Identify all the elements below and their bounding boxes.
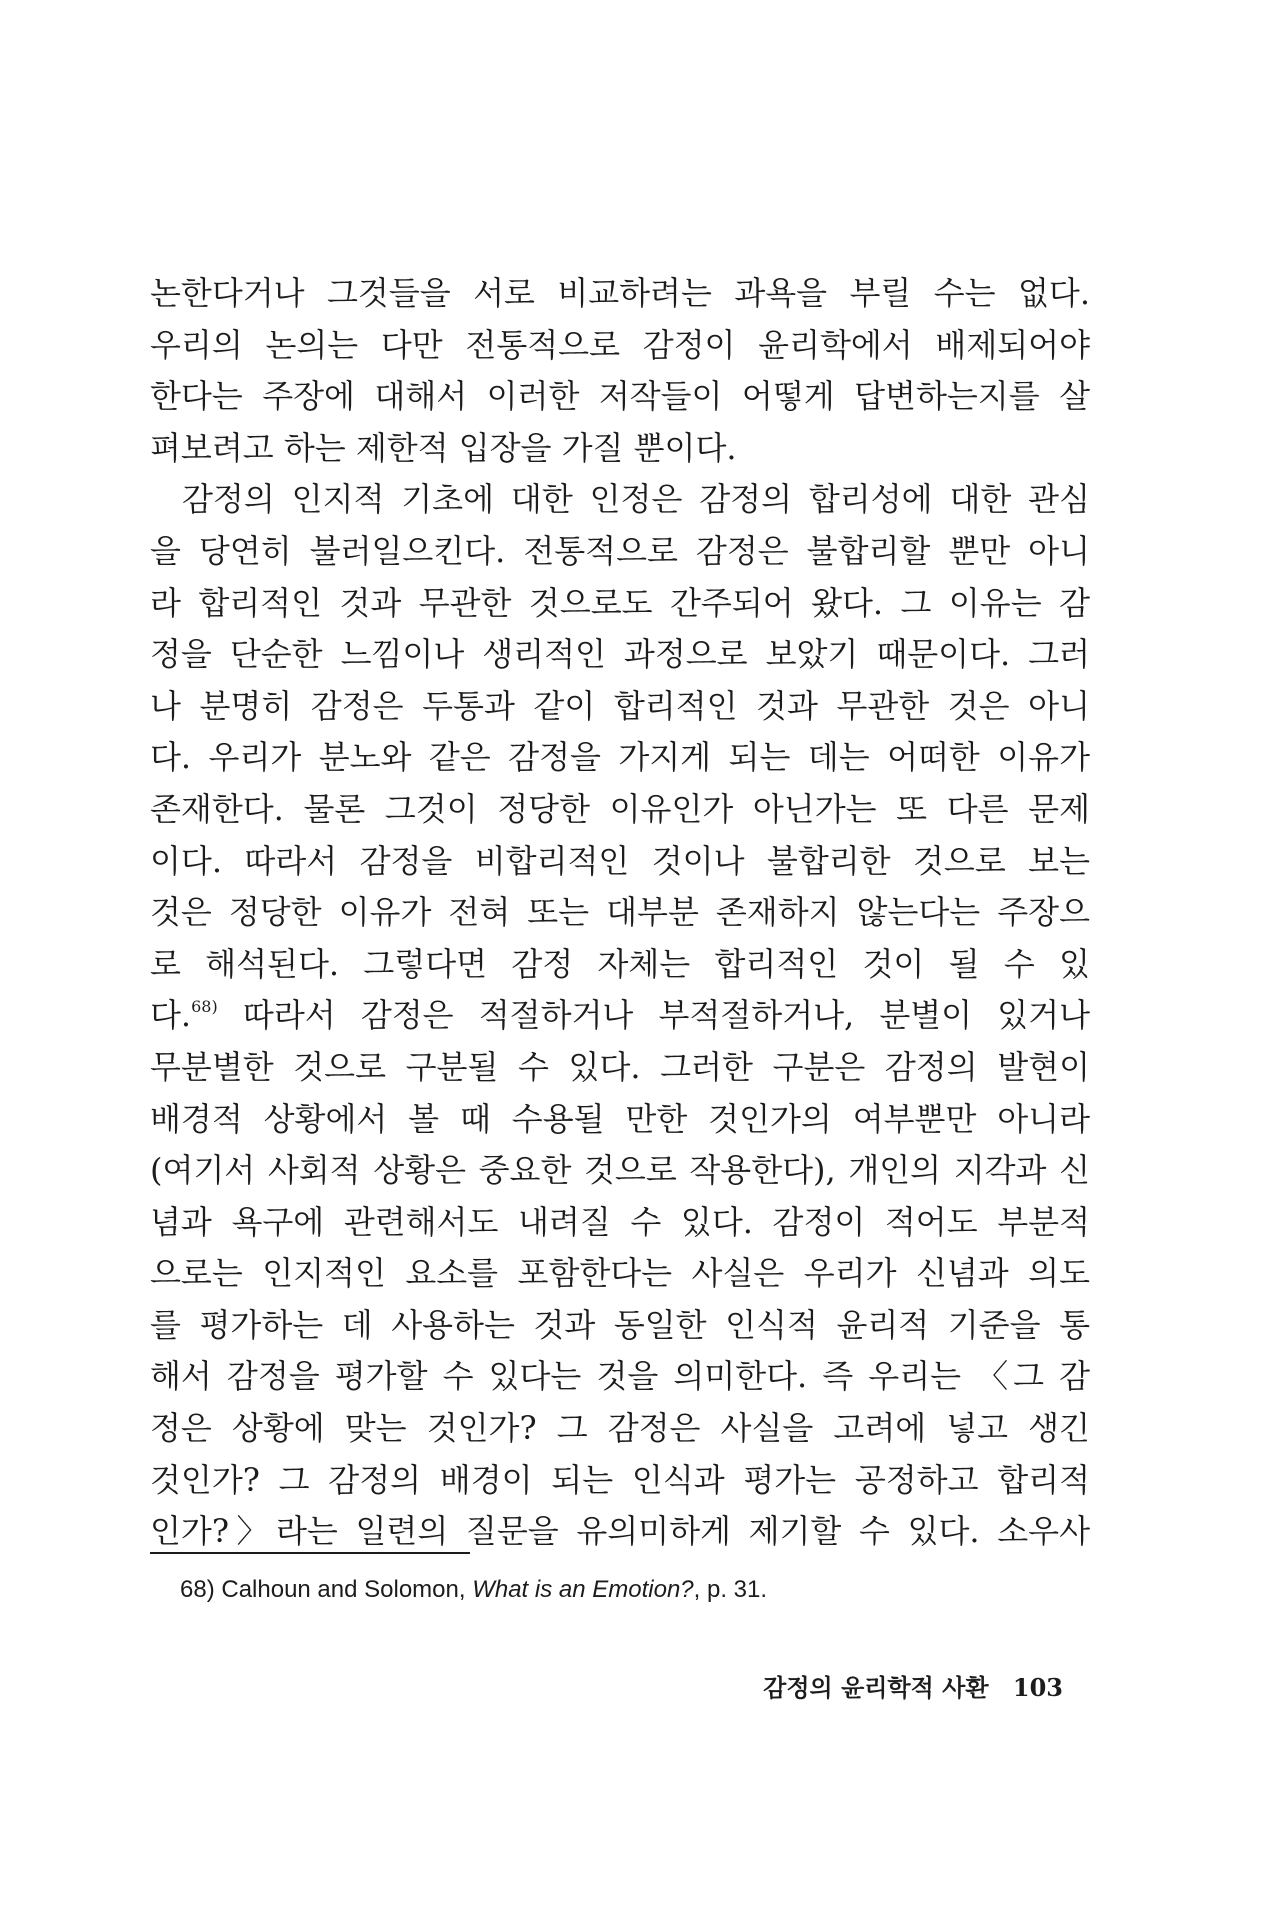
body-line: 정을 단순한 느낌이나 생리적인 과정으로 보았기 때문이다. 그러 (150, 635, 1090, 674)
footnote-reference: 68) (191, 997, 218, 1017)
footnote-divider (150, 1552, 470, 1554)
body-line: 해서 감정을 평가할 수 있다는 것을 의미한다. 즉 우리는 〈그 감 (150, 1357, 1090, 1396)
body-line-rest: 따라서 감정은 적절하거나 부적절하거나, 분별이 있거나 (242, 996, 1091, 1035)
footnote-authors: Calhoun and Solomon, (221, 1576, 466, 1603)
body-line: 우리의 논의는 다만 전통적으로 감정이 윤리학에서 배제되어야 (150, 325, 1090, 364)
footnote-title: What is an Emotion? (472, 1576, 694, 1603)
body-line: 펴보려고 하는 제한적 입장을 가질 뿐이다. (150, 428, 737, 467)
body-line: 인가?〉라는 일련의 질문을 유의미하게 제기할 수 있다. 소우사 (150, 1512, 1090, 1551)
body-line: 것은 정당한 이유가 전혀 또는 대부분 존재하지 않는다는 주장으 (150, 893, 1090, 932)
footnote (180, 1576, 767, 1604)
body-line: 다. 우리가 분노와 같은 감정을 가지게 되는 데는 어떠한 이유가 (150, 738, 1090, 777)
body-line: 이다. 따라서 감정을 비합리적인 것이나 불합리한 것으로 보는 (150, 841, 1090, 880)
body-line: 을 당연히 불러일으킨다. 전통적으로 감정은 불합리할 뿐만 아니 (150, 531, 1090, 570)
body-line: 를 평가하는 데 사용하는 것과 동일한 인식적 윤리적 기준을 통 (150, 1305, 1090, 1344)
footnote-number: 68) (180, 1576, 215, 1603)
body-line: 으로는 인지적인 요소를 포함한다는 사실은 우리가 신념과 의도 (150, 1254, 1090, 1293)
body-line: 것인가? 그 감정의 배경이 되는 인식과 평가는 공정하고 합리적 (150, 1460, 1090, 1499)
body-line: 존재한다. 물론 그것이 정당한 이유인가 아닌가는 또 다른 문제 (150, 789, 1090, 828)
page-number: 103 (1012, 1673, 1063, 1702)
body-line: 로 해석된다. 그렇다면 감정 자체는 합리적인 것이 될 수 있 (150, 944, 1090, 983)
body-line: 라 합리적인 것과 무관한 것으로도 간주되어 왔다. 그 이유는 감 (150, 583, 1090, 622)
body-text (150, 268, 1090, 1558)
body-line: 감정의 인지적 기초에 대한 인정은 감정의 합리성에 대한 관심 (182, 480, 1090, 519)
body-line: (여기서 사회적 상황은 중요한 것으로 작용한다), 개인의 지각과 신 (150, 1151, 1090, 1190)
body-line: 정은 상황에 맞는 것인가? 그 감정은 사실을 고려에 넣고 생긴 (150, 1409, 1090, 1448)
body-line-start: 다. (150, 996, 192, 1035)
body-line: 논한다거나 그것들을 서로 비교하려는 과욕을 부릴 수는 없다. (150, 274, 1090, 312)
body-line: 배경적 상황에서 볼 때 수용될 만한 것인가의 여부뿐만 아니라 (150, 1099, 1090, 1138)
running-footer (763, 1668, 1063, 1703)
body-line-with-footnote-ref (150, 990, 1090, 1042)
body-line: 무분별한 것으로 구분될 수 있다. 그러한 구분은 감정의 발현이 (150, 1047, 1090, 1086)
footnote-page: , p. 31. (693, 1576, 768, 1603)
body-line: 한다는 주장에 대해서 이러한 저작들이 어떻게 답변하는지를 살 (150, 377, 1090, 416)
body-line: 나 분명히 감정은 두통과 같이 합리적인 것과 무관한 것은 아니 (150, 686, 1090, 725)
running-title: 감정의 윤리학적 사환 (763, 1673, 989, 1702)
body-line: 념과 욕구에 관련해서도 내려질 수 있다. 감정이 적어도 부분적 (150, 1202, 1090, 1241)
